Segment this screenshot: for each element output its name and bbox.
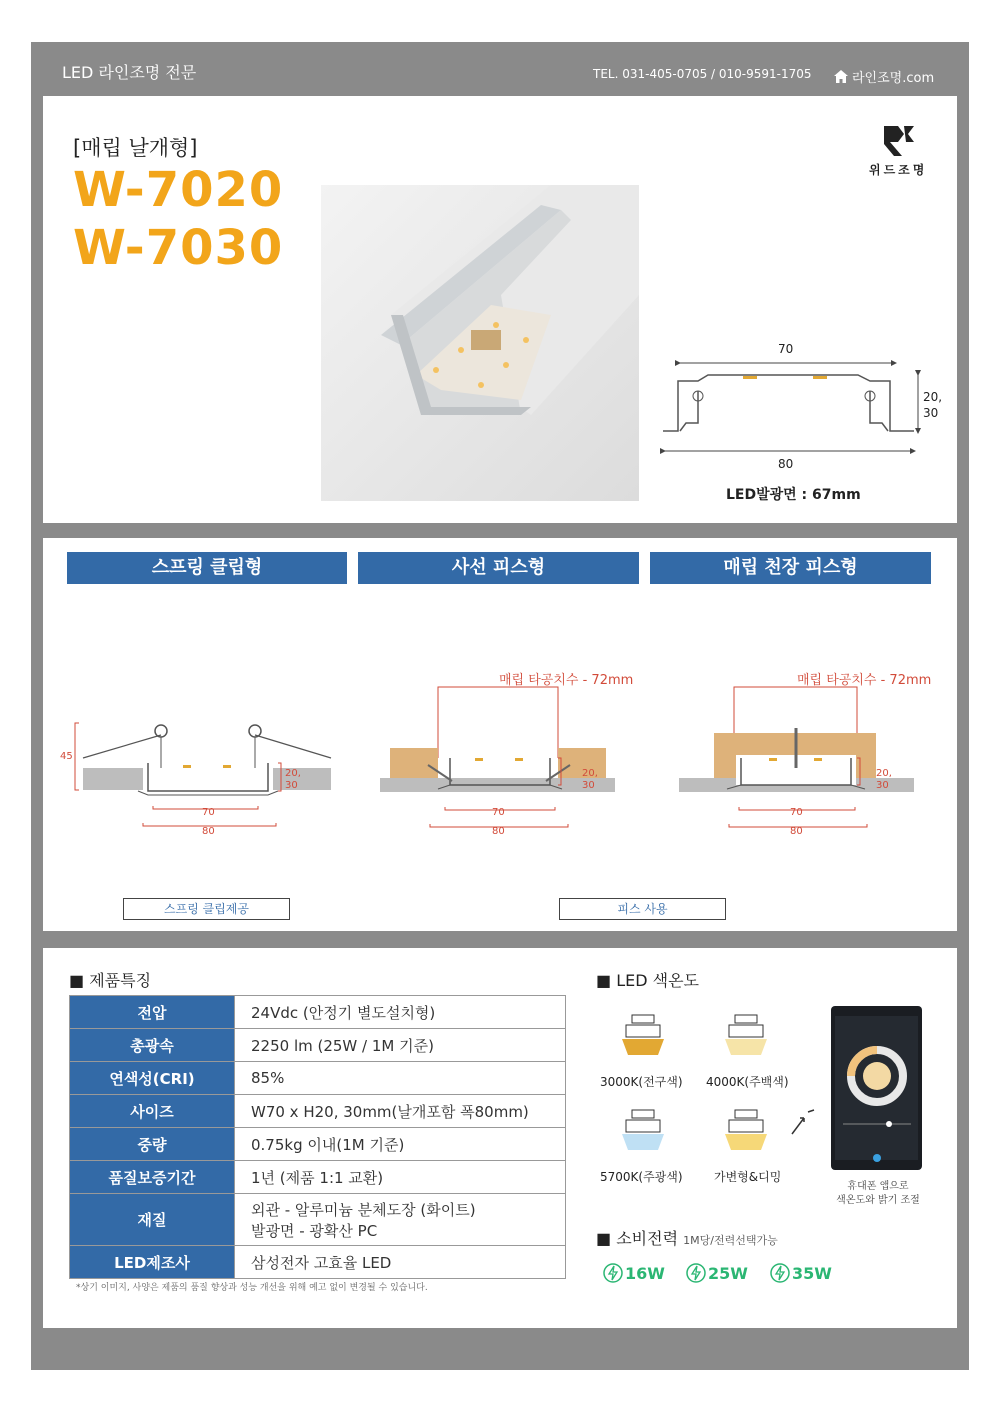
lightning-icon [686, 1263, 706, 1283]
dim-height: 30 [923, 406, 939, 420]
power-heading-text: 소비전력 [616, 1229, 679, 1248]
profile-drawing [658, 351, 948, 481]
lamp-icon [618, 1013, 668, 1058]
spec-key: 사이즈 [70, 1095, 235, 1128]
width80-label: 80 [790, 826, 803, 837]
spec-key: 전압 [70, 996, 235, 1029]
spec-heading: ■ 제품특징 [69, 971, 152, 990]
model-name: W-7030 [73, 220, 284, 276]
height-label: 30 [285, 780, 298, 791]
spec-heading-text: 제품특징 [89, 971, 152, 990]
power-option-label: 25W [708, 1263, 748, 1283]
spec-key: 총광속 [70, 1029, 235, 1062]
color-temp-label: 5700K(주광색) [600, 1170, 683, 1184]
width70-label: 70 [492, 807, 505, 818]
home-icon [834, 70, 848, 83]
phone-caption-line: 색온도와 밝기 조절 [836, 1195, 920, 1206]
phone-app-image [831, 1006, 922, 1170]
table-row [70, 1095, 566, 1128]
height-label: 20, [285, 768, 301, 779]
power-option-label: 16W [625, 1263, 665, 1283]
header-site[interactable] [834, 67, 934, 86]
spec-table [69, 995, 566, 1279]
lamp-icon [618, 1108, 668, 1153]
spec-value-line: 외관 - 알루미늄 분체도장 (화이트) [251, 1200, 476, 1219]
power-option-label: 35W [792, 1263, 832, 1283]
color-temp-label: 가변형&디밍 [714, 1170, 782, 1184]
dim-bottom-width: 80 [778, 457, 794, 471]
site-label: 라인조명.com [852, 71, 935, 86]
phone-caption-line: 휴대폰 앱으로 [847, 1181, 909, 1192]
footnote: *상기 이미지, 사양은 제품의 품질 향상과 성능 개선을 위해 예고 없이 변경될 수 있습니다. [76, 1283, 428, 1293]
width70-label: 70 [790, 807, 803, 818]
dim-height: 20, [923, 390, 943, 404]
color-temp-label: 3000K(전구색) [600, 1075, 683, 1089]
table-row [70, 1246, 566, 1279]
product-subtitle: [매립 날개형] [73, 136, 198, 160]
header-title: LED 라인조명 전문 [62, 63, 197, 82]
header-tel: TEL. 031-405-0705 / 010-9591-1705 [593, 67, 812, 81]
table-row [70, 1194, 566, 1246]
power-option [770, 1263, 832, 1283]
install-type-title: 사선 피스형 [358, 552, 639, 584]
spec-value [235, 1194, 566, 1246]
table-row [70, 1161, 566, 1194]
screw-note: 피스 사용 [559, 898, 726, 920]
spec-value: 85% [235, 1062, 566, 1095]
spec-value: 삼성전자 고효율 LED [235, 1246, 566, 1279]
spec-value: W70 x H20, 30mm(날개포함 폭80mm) [235, 1095, 566, 1128]
height-label: 30 [582, 780, 595, 791]
spec-key: LED제조사 [70, 1246, 235, 1279]
width80-label: 80 [202, 826, 215, 837]
power-heading: ■ 소비전력 1M당/전력선택가능 [596, 1229, 778, 1248]
lamp-icon [721, 1108, 771, 1153]
spec-key: 연색성(CRI) [70, 1062, 235, 1095]
table-row [70, 1128, 566, 1161]
spec-value: 0.75kg 이내(1M 기준) [235, 1128, 566, 1161]
power-note: 1M당/전력선택가능 [683, 1234, 778, 1247]
height-label: 20, [876, 768, 892, 779]
spec-value: 1년 (제품 1:1 교환) [235, 1161, 566, 1194]
install-panel [43, 538, 957, 931]
header-bar [31, 42, 969, 96]
brand-logo-icon [878, 122, 918, 158]
color-temp-heading: ■ LED 색온도 [596, 971, 700, 990]
height-label: 20, [582, 768, 598, 779]
width70-label: 70 [202, 807, 215, 818]
install-type-title: 스프링 클립형 [67, 552, 347, 584]
install-type-title: 매립 천장 피스형 [650, 552, 931, 584]
power-option [686, 1263, 748, 1283]
height-label: 30 [876, 780, 889, 791]
phone-caption [824, 1180, 932, 1208]
spec-value: 24Vdc (안정기 별도설치형) [235, 996, 566, 1029]
model-name: W-7020 [73, 162, 284, 218]
hand-tap-icon [788, 1108, 818, 1138]
product-photo [321, 185, 639, 501]
lightning-icon [770, 1263, 790, 1283]
color-temp-label: 4000K(주백색) [706, 1075, 789, 1089]
table-row [70, 1062, 566, 1095]
table-row [70, 996, 566, 1029]
width80-label: 80 [492, 826, 505, 837]
table-row [70, 1029, 566, 1062]
spec-value-line: 발광면 - 광확산 PC [251, 1221, 378, 1240]
hole-size-label: 매립 타공치수 - 72mm [797, 673, 932, 688]
color-temp-heading-text: LED 색온도 [616, 971, 700, 990]
lamp-icon [721, 1013, 771, 1058]
brand-name: 위드조명 [869, 163, 928, 177]
lightning-icon [603, 1263, 623, 1283]
spec-key: 재질 [70, 1194, 235, 1246]
dim-top-width: 70 [778, 342, 794, 356]
product-panel [43, 96, 957, 523]
spec-value: 2250 lm (25W / 1M 기준) [235, 1029, 566, 1062]
power-option [603, 1263, 665, 1283]
depth-label: 45 [60, 751, 73, 762]
spec-key: 중량 [70, 1128, 235, 1161]
led-face-width: LED발광면 : 67mm [726, 487, 861, 503]
hole-size-label: 매립 타공치수 - 72mm [499, 673, 634, 688]
spring-clip-note: 스프링 클립제공 [123, 898, 290, 920]
brand-logo [869, 122, 927, 178]
spec-key: 품질보증기간 [70, 1161, 235, 1194]
spec-panel [43, 948, 957, 1328]
